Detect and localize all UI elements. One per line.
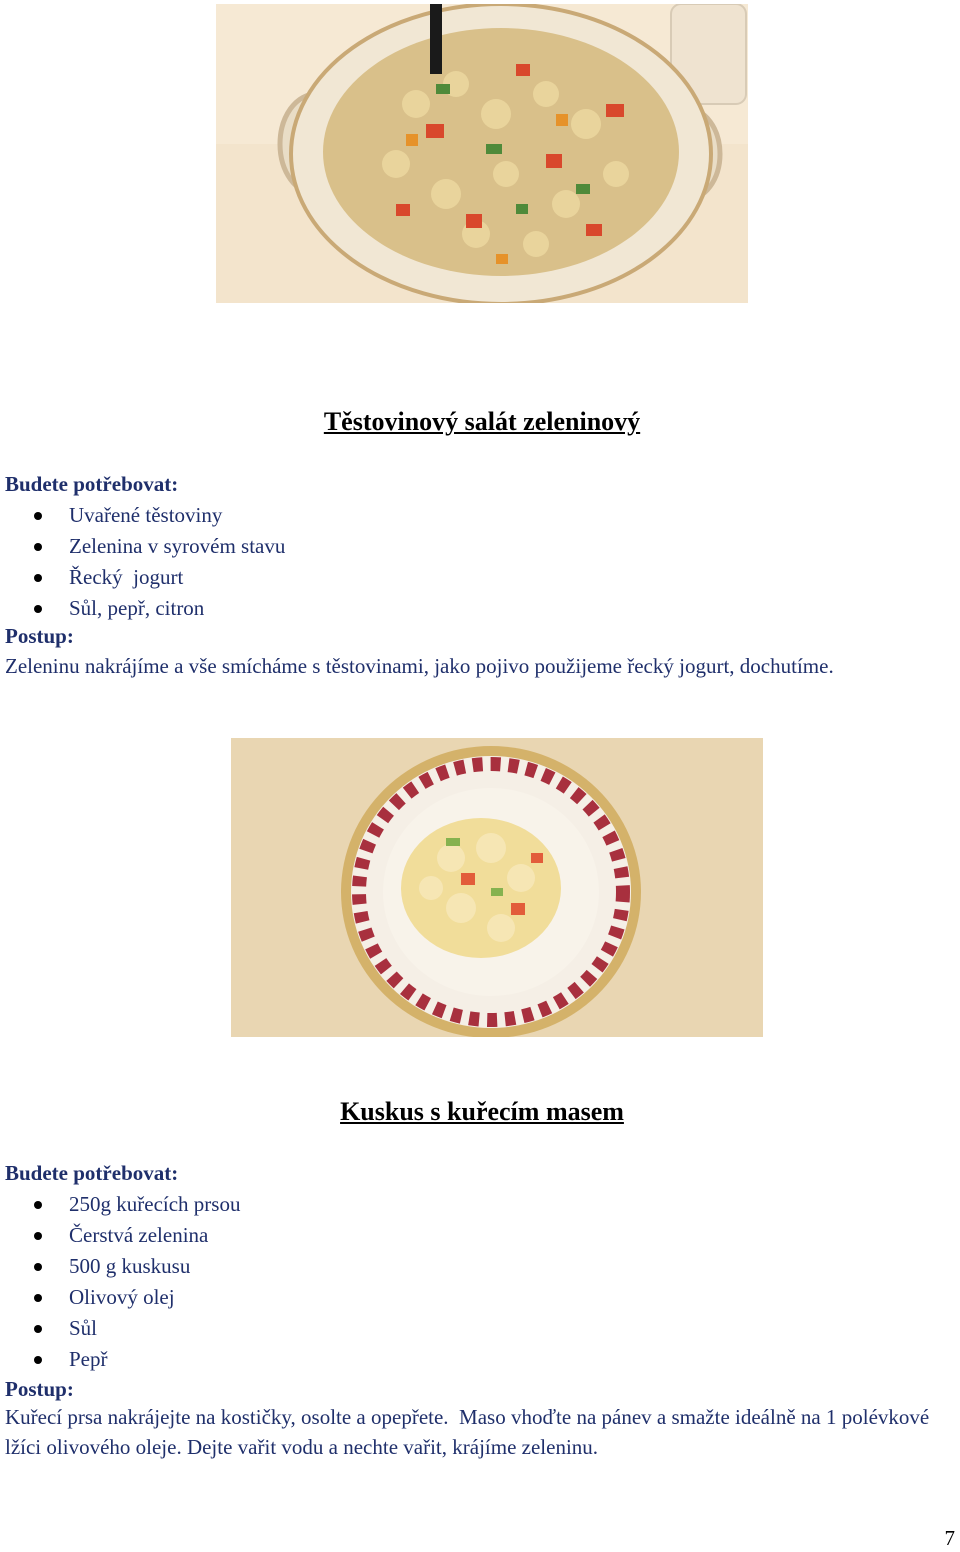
recipe2-needs-label: Budete potřebovat: [5, 1161, 179, 1185]
recipe2-ingredient-list [0, 1189, 240, 1375]
list-item: Zelenina v syrovém stavu [0, 531, 285, 562]
recipe1-ingredient-list [0, 500, 285, 624]
recipe1-method-label: Postup: [5, 624, 74, 648]
list-item: Pepř [0, 1344, 240, 1375]
pasta-salad-photo [216, 4, 748, 303]
bullet-icon [34, 1232, 42, 1240]
list-item: Olivový olej [0, 1282, 240, 1313]
list-item: 250g kuřecích prsou [0, 1189, 240, 1220]
list-item: Čerstvá zelenina [0, 1220, 240, 1251]
list-item: Sůl [0, 1313, 240, 1344]
recipe2-title: Kuskus s kuřecím masem [340, 1097, 624, 1126]
list-item: Sůl, pepř, citron [0, 593, 285, 624]
bullet-icon [34, 1356, 42, 1364]
list-item: Řecký jogurt [0, 562, 285, 593]
bullet-icon [34, 1325, 42, 1333]
list-item: Uvařené těstoviny [0, 500, 285, 531]
bullet-icon [34, 543, 42, 551]
page-number: 7 [944, 1526, 955, 1550]
recipe1-title: Těstovinový salát zeleninový [323, 407, 641, 436]
bullet-icon [34, 1201, 42, 1209]
bullet-icon [34, 605, 42, 613]
bullet-icon [34, 1263, 42, 1271]
list-item: 500 g kuskusu [0, 1251, 240, 1282]
pasta-plate-photo [231, 738, 763, 1037]
recipe2-method-text: Kuřecí prsa nakrájejte na kostičky, osolte a opepřete. Maso vhoďte na pánev a smažte ideálně na 1 polévkové lžíci olivového oleje. Dejte vařit vodu a nechte vařit, krájíme zeleninu. [5, 1405, 935, 1459]
bullet-icon [34, 512, 42, 520]
recipe1-method-text: Zeleninu nakrájíme a vše smícháme s těstovinami, jako pojivo použijeme řecký jogurt, dochutíme. [5, 654, 834, 678]
recipe2-method-label: Postup: [5, 1377, 74, 1401]
bullet-icon [34, 1294, 42, 1302]
recipe1-needs-label: Budete potřebovat: [5, 472, 179, 496]
bullet-icon [34, 574, 42, 582]
